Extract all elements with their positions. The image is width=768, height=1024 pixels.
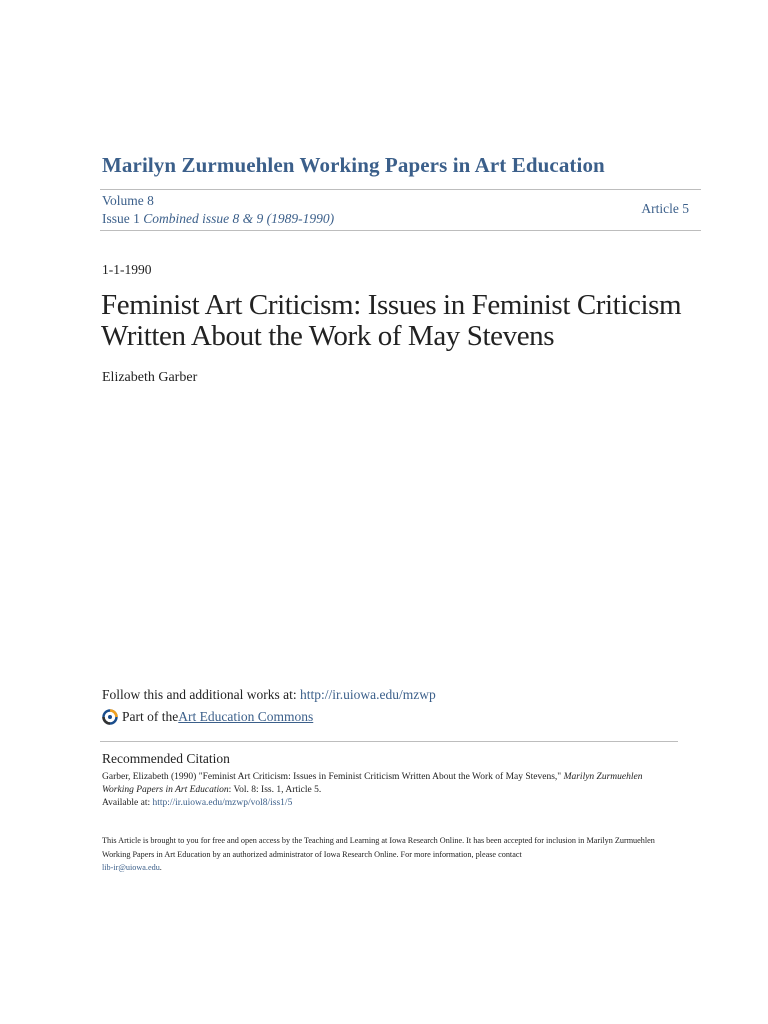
citation-heading: Recommended Citation (102, 751, 230, 766)
network-commons-icon (102, 709, 118, 725)
access-notice (102, 834, 667, 875)
journal-title[interactable]: Marilyn Zurmuehlen Working Papers in Art Education (102, 153, 605, 177)
citation-part-1: Garber, Elizabeth (1990) "Feminist Art Criticism: Issues in Feminist Criticism Written About the Work of May Stevens," (102, 772, 564, 782)
part-of-line (102, 709, 313, 725)
notice-end: . (159, 863, 162, 872)
author-name: Elizabeth Garber (102, 370, 198, 385)
issue-line[interactable] (102, 210, 334, 228)
issue-label: Issue 1 (102, 211, 140, 226)
article-title: Feminist Art Criticism: Issues in Feminist Criticism Written About the Work of May Stevens (101, 289, 682, 352)
volume-issue-block (102, 192, 334, 228)
article-number-link[interactable]: Article 5 (641, 201, 689, 216)
issue-note: Combined issue 8 & 9 (1989-1990) (143, 211, 335, 226)
follow-prefix: Follow this and additional works at: (102, 687, 300, 702)
divider (100, 230, 701, 231)
divider (100, 741, 678, 742)
citation-url-link[interactable]: http://ir.uiowa.edu/mzwp/vol8/iss1/5 (152, 798, 293, 808)
volume-link[interactable]: Volume 8 (102, 193, 154, 208)
commons-link[interactable]: Art Education Commons (178, 709, 314, 724)
repository-link[interactable]: http://ir.uiowa.edu/mzwp (300, 687, 436, 702)
part-of-prefix: Part of the (122, 709, 179, 724)
citation-journal: Marilyn Zurmuehlen Working Papers in Art Education (102, 772, 643, 795)
divider (100, 189, 701, 190)
contact-email-link[interactable]: lib-ir@uiowa.edu (102, 863, 160, 872)
publication-date: 1-1-1990 (102, 262, 152, 277)
citation-part-2: : Vol. 8: Iss. 1, Article 5. (228, 785, 322, 795)
follow-line (102, 687, 436, 703)
notice-text: This Article is brought to you for free and open access by the Teaching and Learning at Iowa Research Online. It has been accepted for inclusion in Marilyn Zurmuehlen Working Papers in Art Education by an authorized administrator of Iowa Research Online. For more information, please contact (102, 836, 655, 859)
available-label: Available at: (102, 798, 153, 808)
citation-text (102, 771, 662, 810)
